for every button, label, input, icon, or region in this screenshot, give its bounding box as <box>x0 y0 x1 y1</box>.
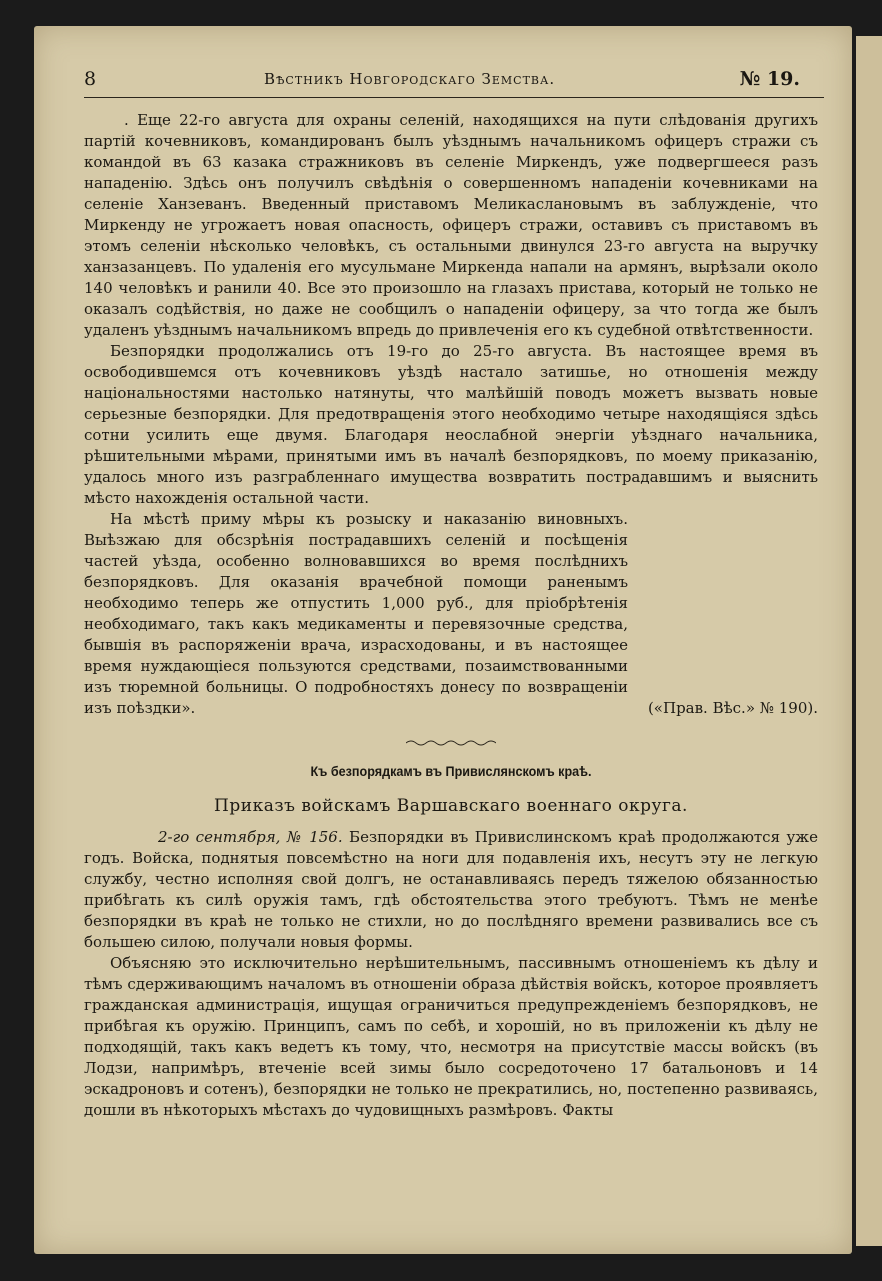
date-reference: 2-го сентября, № 156. <box>158 828 343 846</box>
paragraph <box>84 827 818 953</box>
ornamental-divider <box>84 733 818 745</box>
page-body <box>84 110 818 1121</box>
paragraph-text: Безпорядки въ Привислинскомъ краѣ продолжаются уже годъ. Войска, поднятыя повсемѣстно на ноги для подавленія ихъ, несутъ эту не легкую службу, честно исполняя свой долгъ, не останавливаясь передъ тяжелою обязанностью прибѣгать къ силѣ оружія тамъ, гдѣ обстоятельства этого требуютъ. Тѣмъ не менѣе безпорядки въ краѣ не только не стихли, но до послѣдняго времени развивались все съ большею силою, получали новыя формы. <box>84 828 818 951</box>
issue-number: № 19. <box>739 68 800 90</box>
paragraph: . Еще 22-го августа для охраны селеній, находящихся на пути слѣдованія другихъ партій кочевниковъ, командированъ былъ уѣзднымъ начальникомъ офицеръ стражи съ командой въ 63 казака стражниковъ въ селеніе Миркендъ, уже подвергшееся разъ нападенію. Здѣсь онъ получилъ свѣдѣнія о совершенномъ нападеніи кочевниками на селеніе Ханзеванъ. Введенный приставомъ Меликаслановымъ въ заблужденіе, что Миркенду не угрожаетъ новая опасность, офицеръ стражи, оставивъ съ приставомъ въ этомъ селеніи нѣсколько человѣкъ, съ остальными двинулся 23-го августа на выручку ханзазанцевъ. По удаленія его мусульмане Миркенда напали на армянъ, вырѣзали около 140 человѣкъ и ранили 40. Все это произошло на глазахъ пристава, который не только не оказалъ содѣйствія, но даже не сообщилъ о нападеніи офицеру, за что тогда же былъ удаленъ уѣзднымъ начальникомъ впредь до привлеченія его къ судебной отвѣтственности. <box>84 111 818 339</box>
header-rule <box>84 97 824 98</box>
paragraph: На мѣстѣ приму мѣры къ розыску и наказанію виновныхъ. Выѣзжаю для обсзрѣнія пострадавшихъ селеній и посѣщенія частей уѣзда, особенно волновавшихся во время послѣднихъ безпорядковъ. Для оказанія врачебной помощи раненымъ необходимо теперь же отпустить 1,000 руб., для пріобрѣтенія необходимаго, такъ какъ медикаменты и перевязочные средства, бывшія въ распоряженіи врача, израсходованы, и въ настоящее время нуждающіеся пользуются средствами, позаимствованными изъ тюремной больницы. О подробностяхъ донесу по возвращеніи изъ поѣздки». <box>84 510 628 717</box>
paragraph: Безпорядки продолжались отъ 19-го до 25-го августа. Въ настоящее время въ освободившемся отъ кочевниковъ уѣздѣ настало затишье, но отношенія между національностями настолько натянуты, что малѣйшій поводъ можетъ вызвать новые серьезные безпорядки. Для предотвращенія этого необходимо четыре находящіяся здѣсь сотни усилить еще двумя. Благодаря неослабной энергіи уѣзднаго начальника, рѣшительными мѣрами, принятыми имъ въ началѣ безпорядковъ, по моему приказанію, удалось много изъ разграбленнаго имущества возвратить пострадавшимъ и выяснить мѣсто нахожденія остальной части. <box>84 342 818 507</box>
paragraph: Объясняю это исключительно нерѣшительнымъ, пассивнымъ отношеніемъ къ дѣлу и тѣмъ сдерживающимъ началомъ въ отношеніи образа дѣйствія войскъ, которое проявляетъ гражданская администрація, ищущая ограничиться предупрежденіемъ безпорядковъ, не прибѣгая къ оружію. Принципъ, самъ по себѣ, и хорошій, но въ приложеніи къ дѣлу не подходящій, такъ какъ ведетъ къ тому, что, несмотря на присутствіе массы войскъ (въ Лодзи, напримѣръ, втеченіе всей зимы было сосредоточено 17 батальоновъ и 14 эскадроновъ и сотенъ), безпорядки не только не прекратились, но, постепенно развиваясь, дошли въ нѣкоторыхъ мѣстахъ до чудовищныхъ размѣровъ. Факты <box>84 954 818 1119</box>
section-subtitle: Приказъ войскамъ Варшавскаго военнаго округа. <box>214 796 688 816</box>
next-page-edge <box>856 36 882 1246</box>
running-header <box>84 66 800 96</box>
wavy-line-icon <box>406 738 496 748</box>
section-title: Къ безпорядкамъ въ Привислянскомъ краѣ. <box>310 763 592 779</box>
journal-title: Вѣстникъ Новгородскаго Земства. <box>264 70 556 88</box>
page-number: 8 <box>84 68 97 90</box>
source-note: («Прав. Вѣс.» № 190). <box>647 699 818 717</box>
